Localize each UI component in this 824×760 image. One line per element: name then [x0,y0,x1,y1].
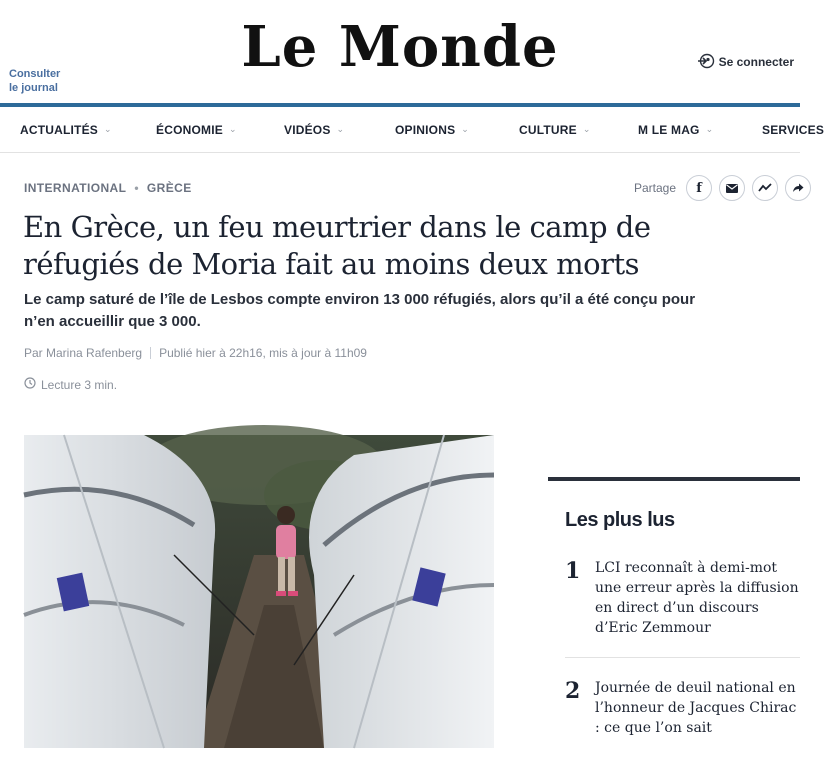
share-label: Partage [634,181,677,195]
most-read-number: 2 [565,678,581,704]
nav-item-actualites[interactable] [20,107,112,152]
messenger-icon[interactable] [752,175,778,201]
nav-label: ÉCONOMIE [156,122,223,137]
login-button[interactable] [697,54,794,70]
nav-label: M LE MAG [638,122,700,137]
most-read-headline[interactable]: Journée de deuil national en l’honneur de Jacques Chirac : ce que l’on sait [595,680,797,736]
site-header [0,0,800,103]
nav-item-culture[interactable] [519,107,591,152]
nav-label: SERVICES [762,122,824,137]
breadcrumb-separator: • [134,181,139,195]
login-icon [697,53,715,72]
article-deck: Le camp saturé de l’île de Lesbos compte environ 13 000 réfugiés, alors qu’il a été conçu pour n’en accueillir que 3 000. [24,291,696,330]
nav-item-opinions[interactable] [395,107,469,152]
breadcrumb-grece[interactable]: GRÈCE [146,181,192,195]
chevron-down-icon: ⌄ [104,124,112,134]
reading-time-label: Lecture 3 min. [41,377,118,392]
clock-icon [24,377,36,392]
email-icon[interactable] [719,175,745,201]
chevron-down-icon: ⌄ [336,124,345,134]
chevron-down-icon: ⌄ [228,124,237,134]
chevron-down-icon: ⌄ [705,124,714,134]
main-nav [0,107,824,153]
publish-date: Publié hier à 22h16, mis à jour à 11h09 [159,346,367,360]
author-link[interactable]: Par Marina Rafenberg [24,346,143,360]
nav-label: CULTURE [519,122,577,137]
chevron-down-icon: ⌄ [461,124,470,134]
article-byline [24,346,367,360]
login-label: Se connecter [718,55,794,69]
le-monde-logo[interactable]: Le Monde [241,14,559,80]
consult-journal-link[interactable]: Consulter le journal [9,68,61,94]
nav-label: VIDÉOS [284,122,331,137]
nav-item-m-le-mag[interactable] [638,107,713,152]
breadcrumb-international[interactable]: INTERNATIONAL [24,181,127,195]
most-read-headline[interactable]: LCI reconnaît à demi-mot une erreur après la diffusion en direct d’un discours d’Eric Zemmour [595,560,799,636]
nav-label: ACTUALITÉS [20,122,98,137]
nav-item-services[interactable] [762,107,824,152]
share-bar [634,174,811,202]
article-title: En Grèce, un feu meurtrier dans le camp de réfugiés de Moria fait au moins deux morts [23,210,651,281]
most-read-title: Les plus lus [565,509,675,531]
nav-item-economie[interactable] [156,107,237,152]
most-read-number: 1 [565,558,581,584]
facebook-icon[interactable]: f [686,175,712,201]
nav-item-videos[interactable] [284,107,344,152]
reading-time [24,377,117,392]
more-icon[interactable] [785,175,811,201]
most-read-panel [548,477,800,760]
most-read-divider [565,657,800,658]
chevron-down-icon: ⌄ [582,124,591,134]
nav-label: OPINIONS [395,122,456,137]
breadcrumb [24,181,192,195]
byline-separator [150,347,151,359]
article-photo[interactable] [24,435,494,748]
